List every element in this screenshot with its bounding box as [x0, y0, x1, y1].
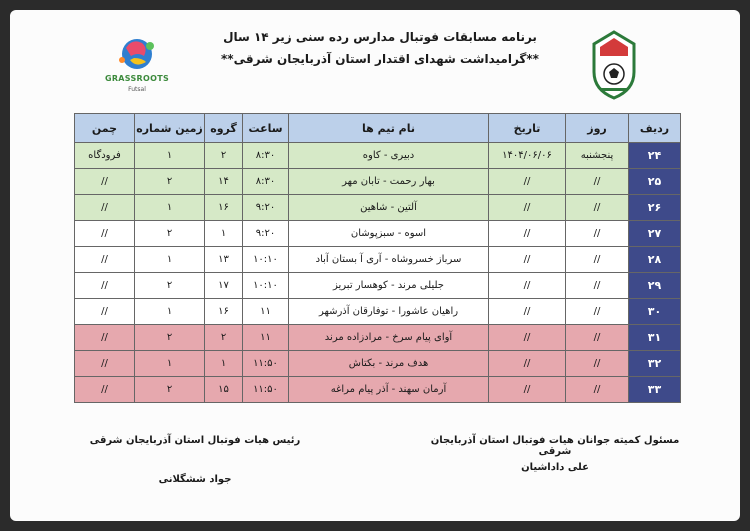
cell-date: // [489, 169, 566, 195]
cell-date: // [489, 221, 566, 247]
cell-venue: // [75, 377, 135, 403]
cell-day: // [566, 273, 629, 299]
cell-time: ۱۱:۵۰ [243, 351, 289, 377]
cell-venue: // [75, 273, 135, 299]
grassroots-logo [98, 34, 176, 102]
table-row [75, 273, 681, 299]
cell-teams: سرباز خسروشاه - آری آ بستان آباد [289, 247, 489, 273]
cell-field-number: ۲ [135, 273, 205, 299]
federation-logo [590, 30, 638, 100]
cell-date: // [489, 299, 566, 325]
cell-group: ۱۴ [205, 169, 243, 195]
cell-date: // [489, 325, 566, 351]
logo-subtext: Futsal [128, 86, 146, 93]
cell-time: ۸:۳۰ [243, 169, 289, 195]
cell-group: ۱۶ [205, 299, 243, 325]
col-row: ردیف [629, 114, 681, 143]
cell-date: // [489, 351, 566, 377]
cell-group: ۱۷ [205, 273, 243, 299]
table-row [75, 299, 681, 325]
col-field: زمین شماره [135, 114, 205, 143]
cell-teams: راهیان عاشورا - توفارقان آذرشهر [289, 299, 489, 325]
cell-venue: // [75, 169, 135, 195]
cell-day: // [566, 247, 629, 273]
cell-time: ۱۰:۱۰ [243, 247, 289, 273]
cell-field-number: ۱ [135, 299, 205, 325]
cell-date: // [489, 247, 566, 273]
cell-group: ۱ [205, 351, 243, 377]
grassroots-logo-icon [98, 34, 176, 74]
col-venue: چمن [75, 114, 135, 143]
page-title: برنامه مسابقات فوتبال مدارس رده سنی زیر ۱۴ سال [223, 30, 537, 44]
cell-teams: اسوه - سبزپوشان [289, 221, 489, 247]
cell-venue: فرودگاه [75, 143, 135, 169]
signature-right-title: مسئول کمیته جوانان هیات فوتبال استان آذربایجان شرقی [430, 435, 680, 457]
cell-teams: جلیلی مرند - کوهسار تبریز [289, 273, 489, 299]
cell-time: ۹:۲۰ [243, 195, 289, 221]
table-row [75, 221, 681, 247]
col-teams: نام تیم ها [289, 114, 489, 143]
cell-group: ۱۶ [205, 195, 243, 221]
cell-group: ۱۵ [205, 377, 243, 403]
cell-time: ۹:۲۰ [243, 221, 289, 247]
table-row [75, 247, 681, 273]
cell-row-number: ۳۲ [629, 351, 681, 377]
cell-time: ۱۱ [243, 299, 289, 325]
cell-row-number: ۳۱ [629, 325, 681, 351]
cell-group: ۲ [205, 143, 243, 169]
cell-teams: هدف مرند - بکتاش [289, 351, 489, 377]
cell-date: // [489, 273, 566, 299]
cell-field-number: ۱ [135, 351, 205, 377]
cell-day: // [566, 351, 629, 377]
table-row [75, 195, 681, 221]
cell-day: // [566, 221, 629, 247]
cell-teams: دبیری - کاوه [289, 143, 489, 169]
cell-field-number: ۱ [135, 247, 205, 273]
cell-date: ۱۴۰۴/۰۶/۰۶ [489, 143, 566, 169]
cell-field-number: ۲ [135, 377, 205, 403]
cell-row-number: ۲۶ [629, 195, 681, 221]
table-row [75, 351, 681, 377]
cell-teams: آلتین - شاهین [289, 195, 489, 221]
cell-venue: // [75, 299, 135, 325]
cell-day: // [566, 377, 629, 403]
cell-field-number: ۲ [135, 221, 205, 247]
cell-day: پنجشنبه [566, 143, 629, 169]
cell-row-number: ۲۷ [629, 221, 681, 247]
cell-row-number: ۳۳ [629, 377, 681, 403]
cell-teams: آوای پیام سرخ - مرادزاده مرند [289, 325, 489, 351]
table-row [75, 377, 681, 403]
cell-venue: // [75, 325, 135, 351]
cell-venue: // [75, 221, 135, 247]
col-day: روز [566, 114, 629, 143]
cell-teams: بهار رحمت - تابان مهر [289, 169, 489, 195]
signature-right-name: علی داداشیان [521, 462, 589, 473]
cell-day: // [566, 169, 629, 195]
cell-date: // [489, 377, 566, 403]
cell-row-number: ۲۹ [629, 273, 681, 299]
col-time: ساعت [243, 114, 289, 143]
table-row [75, 169, 681, 195]
cell-row-number: ۲۸ [629, 247, 681, 273]
table-row [75, 325, 681, 351]
cell-field-number: ۱ [135, 195, 205, 221]
signature-left-title: رئیس هیات فوتبال استان آذربایجان شرقی [89, 435, 301, 446]
cell-time: ۱۱:۵۰ [243, 377, 289, 403]
cell-field-number: ۱ [135, 143, 205, 169]
cell-day: // [566, 325, 629, 351]
cell-venue: // [75, 351, 135, 377]
page-subtitle: **گرامیداشت شهدای اقتدار استان آذربایجان شرقی** [221, 52, 539, 66]
cell-group: ۱۳ [205, 247, 243, 273]
cell-date: // [489, 195, 566, 221]
signature-left-name: جواد ششگلانی [158, 474, 232, 485]
cell-group: ۱ [205, 221, 243, 247]
cell-day: // [566, 299, 629, 325]
cell-teams: آرمان سهند - آذر پیام مراغه [289, 377, 489, 403]
cell-row-number: ۳۰ [629, 299, 681, 325]
cell-row-number: ۲۵ [629, 169, 681, 195]
table-row [75, 143, 681, 169]
cell-time: ۸:۳۰ [243, 143, 289, 169]
cell-group: ۲ [205, 325, 243, 351]
cell-venue: // [75, 247, 135, 273]
federation-emblem-icon [590, 30, 638, 100]
cell-time: ۱۰:۱۰ [243, 273, 289, 299]
table-header-row [75, 114, 681, 143]
logo-text: GRASSROOTS [104, 74, 170, 83]
cell-field-number: ۲ [135, 169, 205, 195]
cell-venue: // [75, 195, 135, 221]
cell-field-number: ۲ [135, 325, 205, 351]
cell-time: ۱۱ [243, 325, 289, 351]
cell-day: // [566, 195, 629, 221]
schedule-table [74, 113, 681, 403]
col-group: گروه [205, 114, 243, 143]
col-date: تاریخ [489, 114, 566, 143]
cell-row-number: ۲۴ [629, 143, 681, 169]
